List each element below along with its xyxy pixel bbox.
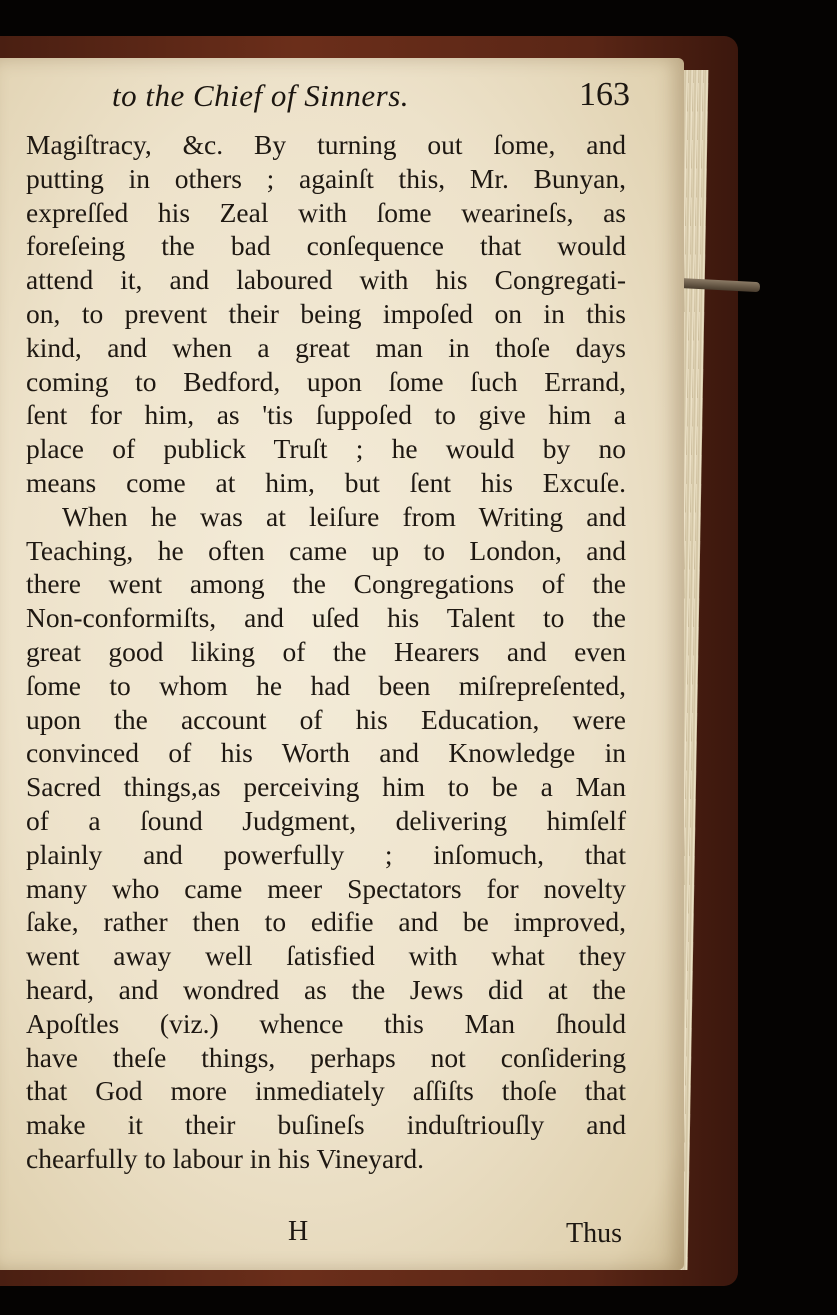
text-line: putting in others ; againſt this, Mr. Bunyan, [26,162,626,194]
text-line: ſome to whom he had been miſrepreſented, [26,669,626,701]
text-line: place of publick Truſt ; he would by no [26,433,626,465]
text-line: Non-conformiſts, and uſed his Talent to the [26,602,626,634]
text-line: kind, and when a great man in thoſe days [26,331,626,363]
text-line: there went among the Congregations of the [26,568,626,600]
text-line: make it their buſineſs induſtriouſly and [26,1109,626,1141]
catchword: Thus [566,1218,622,1249]
text-line: ſake, rather then to edifie and be improved, [26,906,626,938]
text-line: convinced of his Worth and Knowledge in [26,737,626,769]
text-line: attend it, and laboured with his Congregati- [26,264,626,296]
text-line: that God more inmediately aſſiſts thoſe that [26,1075,626,1107]
text-line: Sacred things,as perceiving him to be a Man [26,771,626,803]
text-line: When he was at leiſure from Writing and [62,500,626,532]
text-line: plainly and powerfully ; inſomuch, that [26,838,626,870]
text-line: means come at him, but ſent his Excuſe. [26,466,626,498]
body-text [26,128,626,1176]
text-line: have theſe things, perhaps not conſidering [26,1041,626,1073]
text-line: foreſeing the bad conſequence that would [26,230,626,262]
signature-mark: H [288,1216,309,1247]
text-line: many who came meer Spectators for novelty [26,872,626,904]
running-head: to the Chief of Sinners. [112,78,410,113]
text-line: Teaching, he often came up to London, and [26,534,626,566]
text-line: Magiſtracy, &c. By turning out ſome, and [26,129,626,160]
page-header [112,76,632,120]
text-line: Apoſtles (viz.) whence this Man ſhould [26,1007,626,1039]
text-line: of a ſound Judgment, delivering himſelf [26,804,626,836]
page-footer [0,1212,684,1262]
text-line: upon the account of his Education, were [26,703,626,735]
text-line: went away well ſatisfied with what they [26,940,626,972]
text-line: expreſſed his Zeal with ſome wearineſs, as [26,196,626,228]
text-line: chearfully to labour in his Vineyard. [26,1142,425,1174]
page-number: 163 [579,76,630,113]
text-line: ſent for him, as 'tis ſuppoſed to give him a [26,399,626,431]
text-line: on, to prevent their being impoſed on in this [26,297,626,329]
text-line: great good liking of the Hearers and even [26,635,626,667]
text-line: heard, and wondred as the Jews did at the [26,973,626,1005]
text-line: coming to Bedford, upon ſome ſuch Errand, [26,365,626,397]
